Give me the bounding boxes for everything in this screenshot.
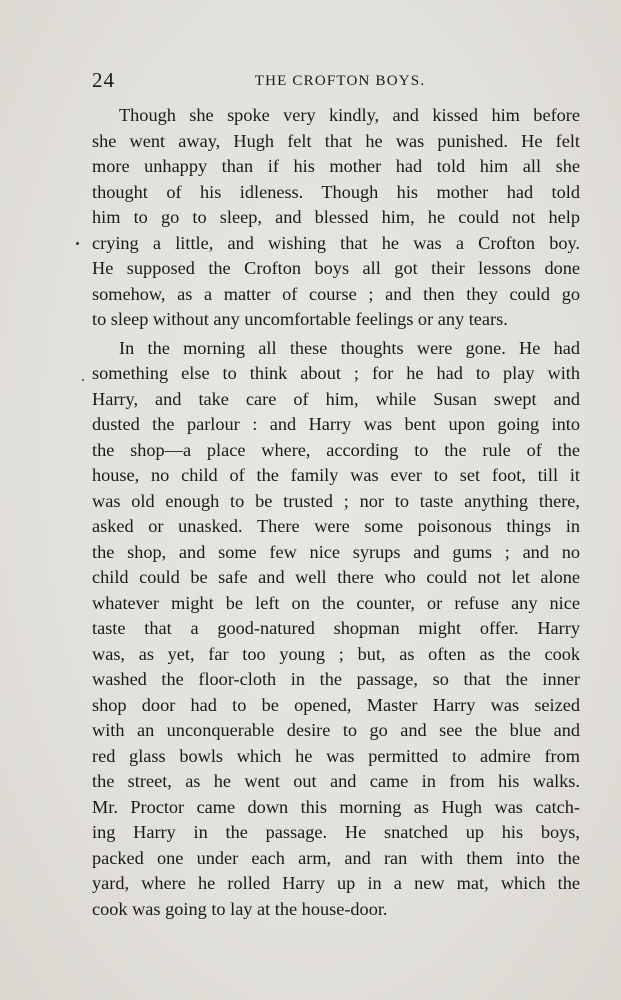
text-line: Harry, and take care of him, while Susan swept and — [92, 388, 580, 409]
text-line: He supposed the Crofton boys all got their lessons done — [92, 258, 580, 278]
text-line: taste that a good-natured shopman might offer. Harry — [92, 618, 580, 638]
text-line: more unhappy than if his mother had told him all she — [92, 156, 580, 176]
text-line: thought of his idleness. Though his mother had told — [92, 181, 580, 202]
text-line: she went away, Hugh felt that he was punished. He felt — [92, 130, 580, 151]
text-line: yard, where he rolled Harry up in a new mat, which the — [92, 873, 580, 893]
text-line: crying a little, and wishing that he was a Crofton boy. — [92, 232, 580, 253]
text-line: somehow, as a matter of course ; and then they could go — [92, 283, 580, 304]
text-line: dusted the parlour : and Harry was bent upon going into — [92, 414, 580, 434]
text-line: him to go to sleep, and blessed him, he could not help — [92, 207, 580, 227]
text-line: child could be safe and well there who could not let alone — [92, 567, 580, 587]
paragraph — [92, 336, 580, 923]
text-line: with an unconquerable desire to go and see the blue and — [92, 720, 580, 740]
text-line: In the morning all these thoughts were gone. He had — [119, 337, 580, 358]
text-line: was old enough to be trusted ; nor to taste anything there, — [92, 490, 580, 511]
text-line: to sleep without any uncomfortable feelings or any tears. — [92, 309, 508, 329]
paragraph — [92, 103, 580, 333]
text-line: house, no child of the family was ever to set foot, till it — [92, 465, 580, 485]
running-head: THE CROFTON BOYS. — [254, 73, 426, 89]
ink-speck — [82, 379, 84, 381]
text-line: whatever might be left on the counter, or refuse any nice — [92, 592, 580, 613]
text-line: Mr. Proctor came down this morning as Hugh was catch- — [92, 796, 580, 817]
text-line: the street, as he went out and came in from his walks. — [92, 771, 580, 791]
text-line: washed the floor-cloth in the passage, so that the inner — [92, 669, 580, 689]
text-line: packed one under each arm, and ran with them into the — [92, 847, 580, 868]
text-line: the shop, and some few nice syrups and gums ; and no — [92, 541, 580, 562]
page-header — [92, 68, 582, 96]
text-line: Though she spoke very kindly, and kissed him before — [119, 105, 580, 125]
page-number: 24 — [92, 68, 115, 92]
text-line: the shop—a place where, according to the rule of the — [92, 439, 580, 460]
text-line: something else to think about ; for he had to play with — [92, 363, 580, 383]
text-line: red glass bowls which he was permitted to admire from — [92, 745, 580, 766]
text-line: asked or unasked. There were some poisonous things in — [92, 516, 580, 536]
text-line: was, as yet, far too young ; but, as often as the cook — [92, 643, 580, 664]
text-line: ing Harry in the passage. He snatched up his boys, — [92, 822, 580, 842]
text-line: cook was going to lay at the house-door. — [92, 898, 388, 919]
ink-speck — [76, 242, 79, 245]
text-line: shop door had to be opened, Master Harry was seized — [92, 694, 580, 715]
body-text — [92, 103, 580, 922]
